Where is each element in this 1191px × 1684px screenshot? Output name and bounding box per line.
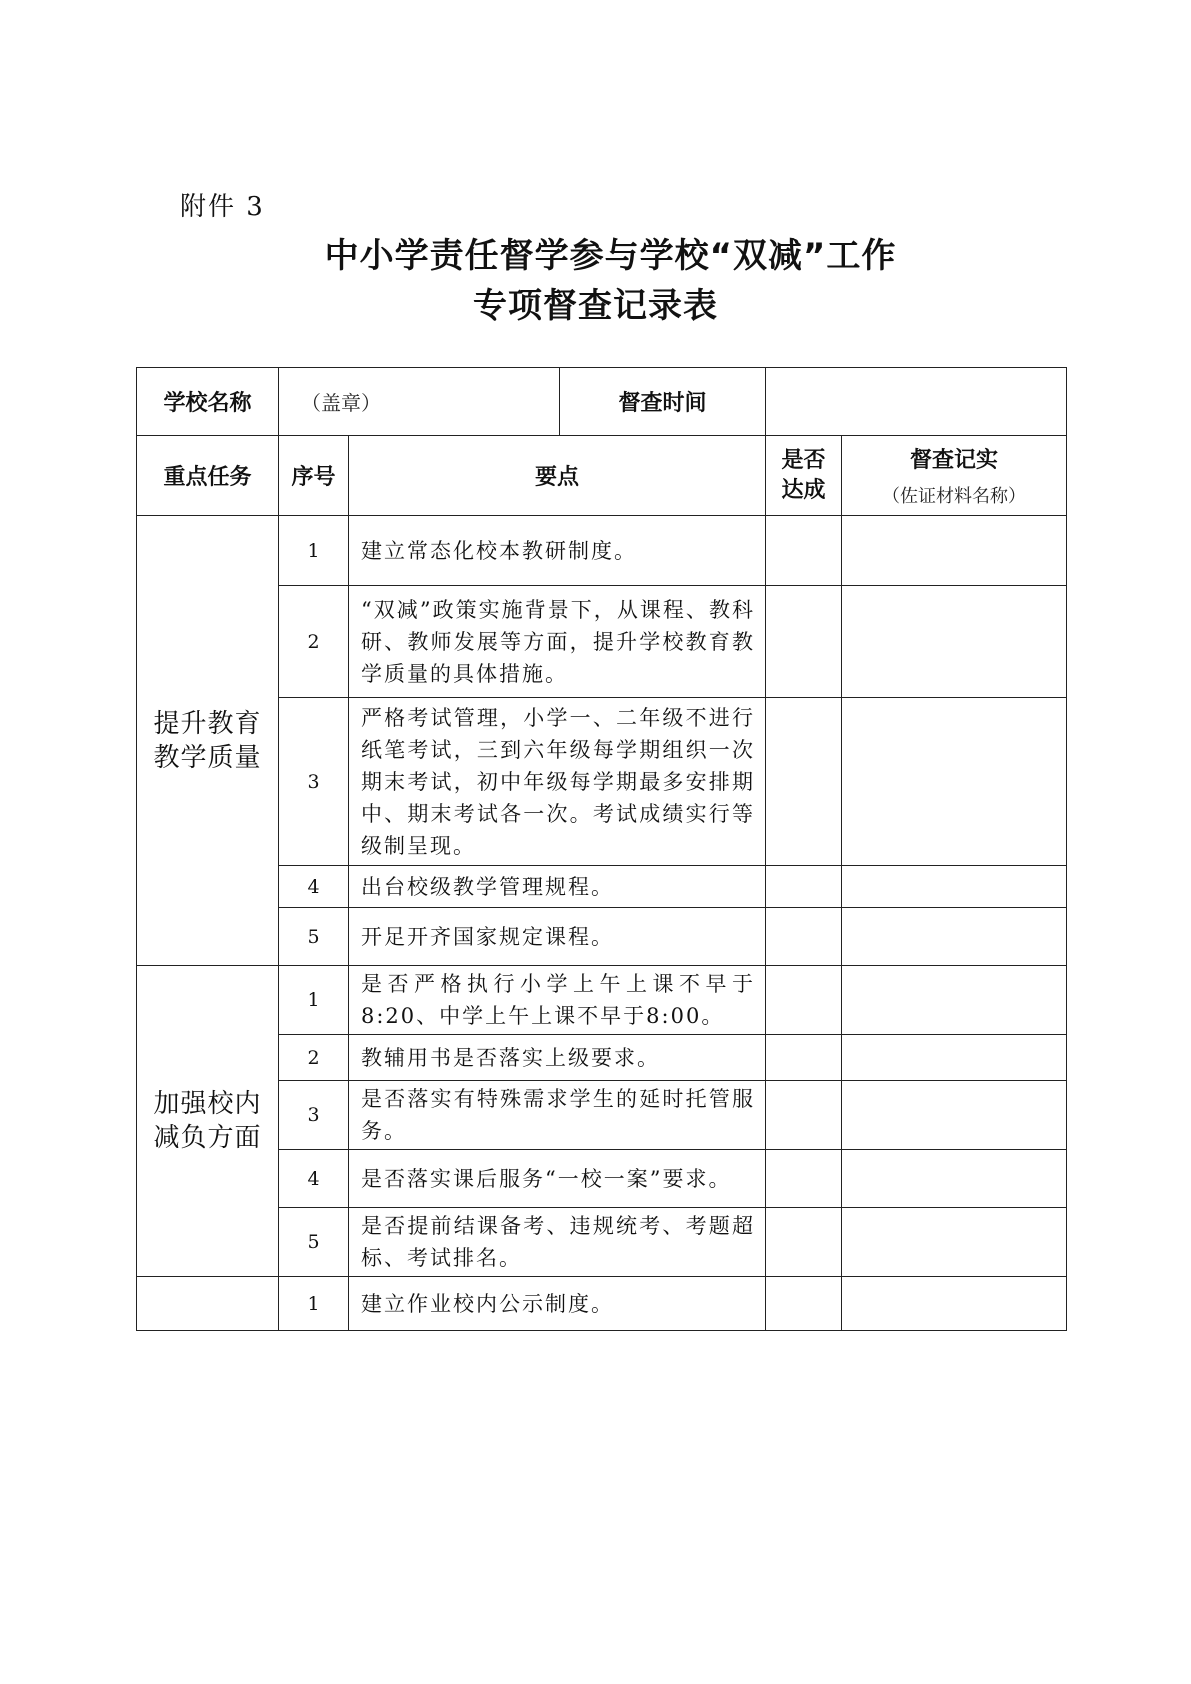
point-cell: 是否落实课后服务“一校一案”要求。 <box>349 1150 766 1208</box>
table-row <box>137 966 1067 1035</box>
seq-cell: 3 <box>279 1081 349 1150</box>
seq-cell: 2 <box>279 586 349 698</box>
attachment-label: 附件 3 <box>180 192 265 222</box>
record-cell[interactable] <box>842 866 1067 908</box>
point-cell: 是否严格执行小学上午上课不早于8:20、中学上午上课不早于8:00。 <box>349 966 766 1035</box>
record-cell[interactable] <box>842 908 1067 966</box>
school-name-field[interactable]: （盖章） <box>279 368 560 436</box>
form-subtitle: 专项督查记录表 <box>473 286 718 326</box>
record-cell[interactable] <box>842 586 1067 698</box>
point-cell: 开足开齐国家规定课程。 <box>349 908 766 966</box>
record-header-title: 督查记实 <box>909 448 998 473</box>
achieved-cell[interactable] <box>766 1277 842 1331</box>
record-cell[interactable] <box>842 1208 1067 1277</box>
record-cell[interactable] <box>842 966 1067 1035</box>
inspection-record-table <box>136 367 1067 1331</box>
seq-cell: 1 <box>279 966 349 1035</box>
key-task-cell: 加强校内减负方面 <box>137 966 279 1277</box>
achieved-header: 是否达成 <box>766 436 842 516</box>
inspection-time-field[interactable] <box>766 368 1067 436</box>
achieved-cell[interactable] <box>766 1081 842 1150</box>
achieved-cell[interactable] <box>766 698 842 866</box>
record-cell[interactable] <box>842 1150 1067 1208</box>
seq-cell: 2 <box>279 1035 349 1081</box>
achieved-cell[interactable] <box>766 908 842 966</box>
form-title: 中小学责任督学参与学校“双减”工作 <box>324 236 897 276</box>
school-name-label: 学校名称 <box>137 368 279 436</box>
key-task-header: 重点任务 <box>137 436 279 516</box>
inspection-time-label: 督查时间 <box>560 368 766 436</box>
achieved-cell[interactable] <box>766 866 842 908</box>
points-header: 要点 <box>349 436 766 516</box>
seq-cell: 1 <box>279 1277 349 1331</box>
point-cell: 是否提前结课备考、违规统考、考题超标、考试排名。 <box>349 1208 766 1277</box>
seq-header: 序号 <box>279 436 349 516</box>
record-cell[interactable] <box>842 698 1067 866</box>
record-header <box>842 436 1067 516</box>
record-cell[interactable] <box>842 516 1067 586</box>
seq-cell: 5 <box>279 908 349 966</box>
record-cell[interactable] <box>842 1081 1067 1150</box>
school-info-row <box>137 368 1067 436</box>
key-task-cell <box>137 1277 279 1331</box>
seq-cell: 4 <box>279 1150 349 1208</box>
point-cell: 是否落实有特殊需求学生的延时托管服务。 <box>349 1081 766 1150</box>
seq-cell: 4 <box>279 866 349 908</box>
seq-cell: 5 <box>279 1208 349 1277</box>
point-cell: 教辅用书是否落实上级要求。 <box>349 1035 766 1081</box>
seq-cell: 3 <box>279 698 349 866</box>
seq-cell: 1 <box>279 516 349 586</box>
point-cell: 建立作业校内公示制度。 <box>349 1277 766 1331</box>
point-cell: 出台校级教学管理规程。 <box>349 866 766 908</box>
table-row <box>137 516 1067 586</box>
column-header-row <box>137 436 1067 516</box>
achieved-cell[interactable] <box>766 1150 842 1208</box>
key-task-cell: 提升教育教学质量 <box>137 516 279 966</box>
table-row <box>137 1277 1067 1331</box>
achieved-cell[interactable] <box>766 1035 842 1081</box>
point-cell: “双减”政策实施背景下，从课程、教科研、教师发展等方面，提升学校教育教学质量的具体措施。 <box>349 586 766 698</box>
record-cell[interactable] <box>842 1035 1067 1081</box>
achieved-cell[interactable] <box>766 516 842 586</box>
point-cell: 严格考试管理，小学一、二年级不进行纸笔考试，三到六年级每学期组织一次期末考试，初中年级每学期最多安排期中、期末考试各一次。考试成绩实行等级制呈现。 <box>349 698 766 866</box>
achieved-cell[interactable] <box>766 966 842 1035</box>
record-cell[interactable] <box>842 1277 1067 1331</box>
achieved-cell[interactable] <box>766 1208 842 1277</box>
achieved-cell[interactable] <box>766 586 842 698</box>
record-header-subtitle: （佐证材料名称） <box>882 486 1026 507</box>
point-cell: 建立常态化校本教研制度。 <box>349 516 766 586</box>
